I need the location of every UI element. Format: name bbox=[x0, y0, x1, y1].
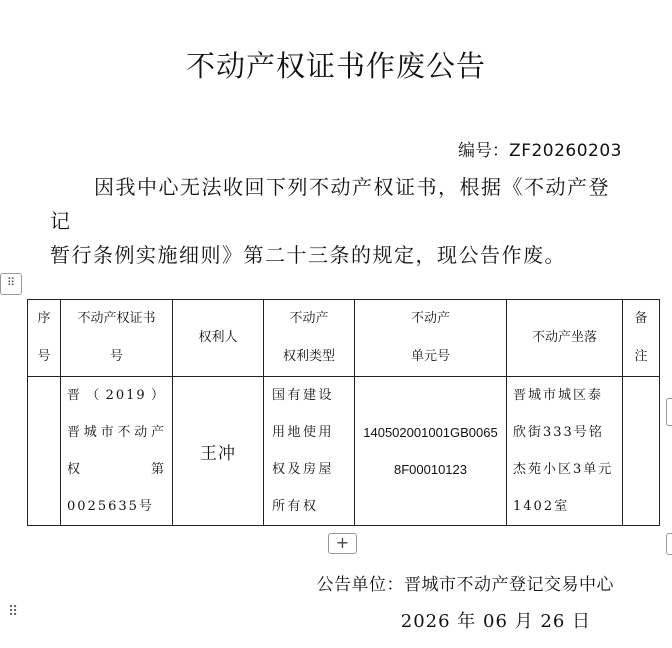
announcement-paragraph bbox=[50, 170, 624, 272]
drag-handle-icon[interactable]: ⠿ bbox=[8, 604, 18, 620]
cell-note[interactable] bbox=[623, 377, 660, 526]
row-resize-handle[interactable] bbox=[666, 398, 672, 426]
cell-location[interactable]: 晋城市城区泰欣街333号铭杰苑小区3单元1402室 bbox=[507, 377, 623, 526]
column-resize-handle[interactable] bbox=[666, 533, 672, 555]
header-owner: 权利人 bbox=[173, 300, 264, 377]
announcing-unit: 公告单位：晋城市不动产登记交易中心 bbox=[316, 575, 614, 595]
page-title: 不动产权证书作废公告 bbox=[185, 49, 486, 83]
cell-owner[interactable]: 王冲 bbox=[173, 377, 264, 526]
cell-right-type[interactable]: 国有建设用地使用权及房屋所有权 bbox=[264, 377, 355, 526]
table-row[interactable] bbox=[28, 377, 660, 526]
doc-number-value: ZF20260203 bbox=[509, 141, 622, 161]
cell-serial[interactable] bbox=[28, 377, 61, 526]
header-unit-number: 不动产 单元号 bbox=[355, 300, 507, 377]
header-location: 不动产坐落 bbox=[507, 300, 623, 377]
certificate-table bbox=[27, 299, 660, 526]
header-right-type: 不动产 权利类型 bbox=[264, 300, 355, 377]
announcement-date: 2026 年 06 月 26 日 bbox=[400, 611, 591, 632]
header-note: 备 注 bbox=[623, 300, 660, 377]
table-header-row bbox=[28, 300, 660, 377]
header-serial: 序 号 bbox=[28, 300, 61, 377]
header-cert-number: 不动产权证书 号 bbox=[61, 300, 173, 377]
paragraph-line-2: 暂行条例实施细则》第二十三条的规定，现公告作废。 bbox=[50, 243, 566, 267]
add-row-button[interactable] bbox=[328, 533, 357, 554]
paragraph-line-1: 因我中心无法收回下列不动产权证书，根据《不动产登记 bbox=[50, 175, 610, 233]
plus-icon: + bbox=[335, 533, 350, 552]
doc-number bbox=[458, 136, 622, 161]
doc-number-label: 编号： bbox=[458, 141, 510, 161]
cell-cert-number[interactable]: 晋（2019）晋城市不动产权第0025635号 bbox=[61, 377, 173, 526]
cell-unit-number[interactable]: 140502001001GB00658F00010123 bbox=[355, 377, 507, 526]
table-move-handle[interactable] bbox=[0, 273, 22, 295]
table-handle-icon: ⠿ bbox=[6, 276, 16, 289]
